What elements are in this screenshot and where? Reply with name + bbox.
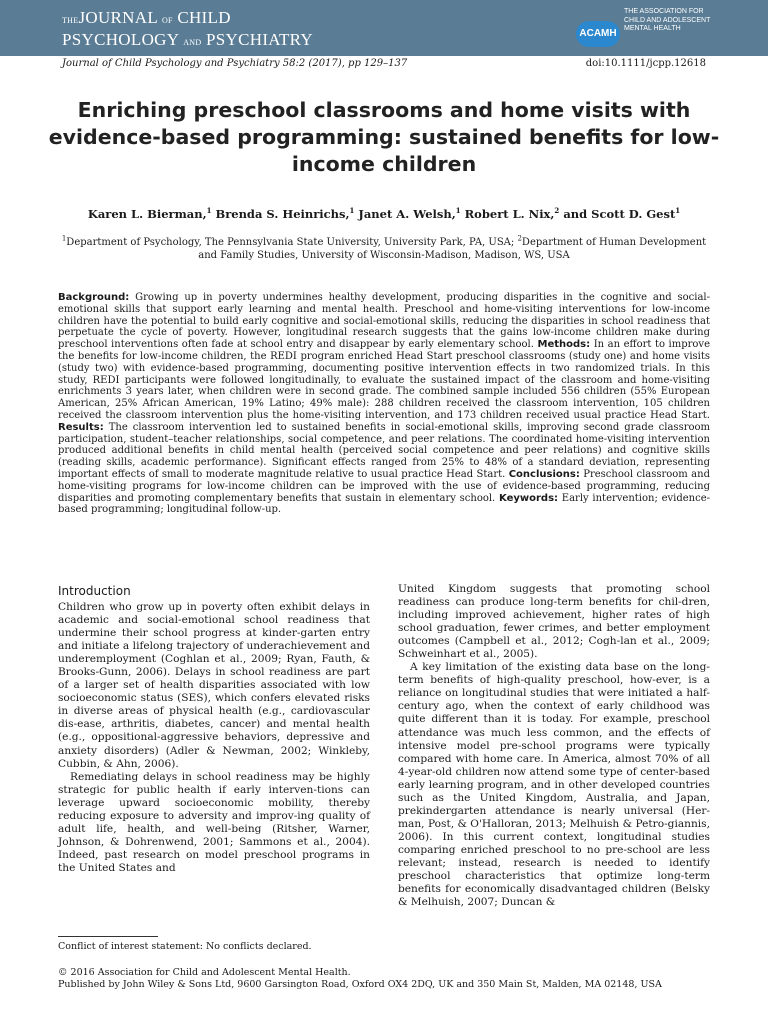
abstract-results: The classroom intervention led to sustained benefits in social-emotional skills, improving second grade classroom participation, student–teacher relationships, social competence, and peer relations. The coordinated home-visiting intervention produced additional benefits in child mental health (perceived social competence and peer relations) and cognitive skills (reading skills, academic performance). Significant effects ranged from 25% to 48% of a standard deviation, representing important effects of small to moderate magnitude relative to usual practice Head Start. [58, 421, 711, 480]
acamh-text-line: MENTAL HEALTH [624, 25, 681, 32]
journal-and: AND [183, 38, 202, 47]
body-paragraph: United Kingdom suggests that promoting school readiness can produce long-term benefits for chil-dren, including improved achievement, higher rates of high school graduation, fewer crimes, and better employment outcomes (Campbell et al., 2012; Cogh-lan et al., 2009; Schweinhart et al., 2005). [398, 583, 710, 661]
conflict-of-interest-footnote: Conflict of interest statement: No conflicts declared. [58, 941, 312, 952]
body-paragraph: A key limitation of the existing data base on the long-term benefits of high-quality preschool, how-ever, is a reliance on longitudinal studies that were initiated a half-century ago, when the context of early childhood was quite different than it is today. For example, preschool attendance was much less common, and the effects of intensive model pre-school programs were typically compared with home care. In America, almost 70% of all 4-year-old children now attend some type of center-based early learning program, and in other developed countries such as the United Kingdom, Australia, and Japan, prekindergarten attendance is nearly universal (Her-man, Post, & O'Halloran, 2013; Melhuish & Petro-giannis, 2006). In this current context, longitudinal studies comparing enriched preschool to no pre-school are less relevant; instead, research is needed to identify preschool characteristics that optimize long-term benefits for economically disadvantaged children (Belsky & Melhuish, 2007; Duncan & [398, 661, 710, 909]
body-column-left [58, 583, 370, 875]
publisher-footer [58, 967, 710, 991]
affiliation-mark: 2 [517, 234, 522, 243]
journal-psychology: PSYCHOLOGY [62, 30, 179, 49]
author-affiliation-mark: 2 [554, 206, 560, 216]
author-affiliation-mark: 1 [206, 206, 212, 216]
journal-of: OF [161, 16, 173, 25]
body-paragraph: Children who grow up in poverty often exhibit delays in academic and social-emotional school readiness that undermine their school progress at kinder-garten entry and initiate a lifelong trajectory of underachievement and underemployment (Coghlan et al., 2009; Ryan, Fauth, & Brooks-Gunn, 2006). Delays in school readiness are part of a larger set of health disparities associated with low socioeconomic status (SES), which confers elevated risks in diverse areas of physical health (e.g., cardiovascular dis-ease, arthritis, diabetes, cancer) and mental health (e.g., oppositional-aggressive behaviors, depressive and anxiety disorders) (Adler & Newman, 2002; Winkleby, Cubbin, & Ahn, 2006). [58, 601, 370, 770]
author-name: and Scott D. Gest [563, 207, 676, 221]
acamh-logo: ACAMH [576, 21, 620, 47]
affiliation-mark: 1 [61, 234, 67, 243]
abstract-conclusions-label: Conclusions: [508, 468, 580, 480]
author-name: Janet A. Welsh, [358, 207, 456, 221]
journal-banner [0, 0, 768, 56]
abstract-methods: In an effort to improve the benefits for low-income children, the REDI program enriched Head Start preschool classrooms (study one) and home visits (study two) with evidence-based programming, documenting positive intervention effects in two randomized trials. In this study, REDI participants were followed longitudinally, to evaluate the sustained impact of the classroom and home-visiting enrichments 3 years later, when children were in second grade. The combined sample included 556 children (55% European American, 25% African American, 19% Latino; 49% male): 288 children received the classroom intervention, 105 children received the classroom intervention plus the home-visiting intervention, and 173 children received usual practice Head Start. [58, 339, 711, 421]
author-list [80, 207, 688, 222]
doi-link[interactable]: doi:10.1111/jcpp.12618 [585, 58, 706, 69]
abstract-keywords-label: Keywords: [499, 492, 559, 504]
article-title: Enriching preschool classrooms and home visits with evidence-based programming: sustained benefits for low-income children [48, 98, 720, 176]
journal-citation: Journal of Child Psychology and Psychiatry 58:2 (2017), pp 129–137 [62, 58, 408, 69]
journal-psychiatry: PSYCHIATRY [206, 30, 313, 49]
affiliation-1: Department of Psychology, The Pennsylvania State University, University Park, PA, USA; [66, 237, 515, 248]
journal-prefix: THE [62, 16, 79, 25]
body-column-right [398, 583, 710, 909]
author-affiliation-mark: 1 [675, 206, 681, 216]
acamh-text-line: THE ASSOCIATION FOR [624, 8, 704, 15]
abstract-keywords: Early intervention; evidence-based programming; longitudinal follow-up. [58, 492, 710, 516]
body-paragraph: Remediating delays in school readiness may be highly strategic for public health if early interven-tions can leverage upward socioeconomic mobility, thereby reducing exposure to adversity and improv-ing quality of adult life, health, and well-being (Ritsher, Warner, Johnson, & Dohrenwend, 2001; Sammons et al., 2004). Indeed, past research on model preschool programs in the United States and [58, 770, 370, 874]
acamh-text-line: CHILD AND ADOLESCENT [624, 16, 711, 24]
journal-name-logo [62, 8, 313, 52]
affiliation-2: Department of Human Development and Family Studies, University of Wisconsin-Madison, Madison, WS, USA [198, 237, 707, 261]
affiliations [58, 234, 710, 262]
acamh-association-text [624, 8, 764, 34]
footnote-divider [58, 936, 158, 937]
author-name: Robert L. Nix, [464, 207, 555, 221]
author-affiliation-mark: 1 [349, 206, 355, 216]
author-name: Brenda S. Heinrichs, [215, 207, 350, 221]
publisher-line: Published by John Wiley & Sons Ltd, 9600 Garsington Road, Oxford OX4 2DQ, UK and 350 Main St, Malden, MA 02148, USA [58, 979, 662, 990]
abstract [58, 292, 710, 516]
section-heading-introduction: Introduction [58, 584, 131, 598]
abstract-background-label: Background: [58, 292, 130, 303]
journal-child: CHILD [177, 8, 231, 27]
author-name: Karen L. Bierman, [87, 207, 207, 221]
abstract-background: Growing up in poverty undermines healthy development, producing disparities in the cognitive and social-emotional skills that support early learning and mental health. Preschool and home-visiting interventions for low-income children have the potential to build early cognitive and social-emotional skills, reducing the disparities in school readiness that perpetuate the cycle of poverty. However, longitudinal research suggests that the gains low-income children make during preschool interventions often fade at school entry and disappear by early elementary school. [58, 292, 710, 351]
abstract-conclusions: Preschool classroom and home-visiting programs for low-income children can be improved with the use of evidence-based programming, reducing disparities and promoting complementary benefits that sustain in elementary school. [58, 468, 710, 504]
copyright-line: © 2016 Association for Child and Adolescent Mental Health. [58, 967, 351, 978]
author-affiliation-mark: 1 [455, 206, 461, 216]
abstract-methods-label: Methods: [537, 339, 591, 351]
journal-word: JOURNAL [78, 8, 158, 27]
abstract-results-label: Results: [58, 421, 104, 433]
